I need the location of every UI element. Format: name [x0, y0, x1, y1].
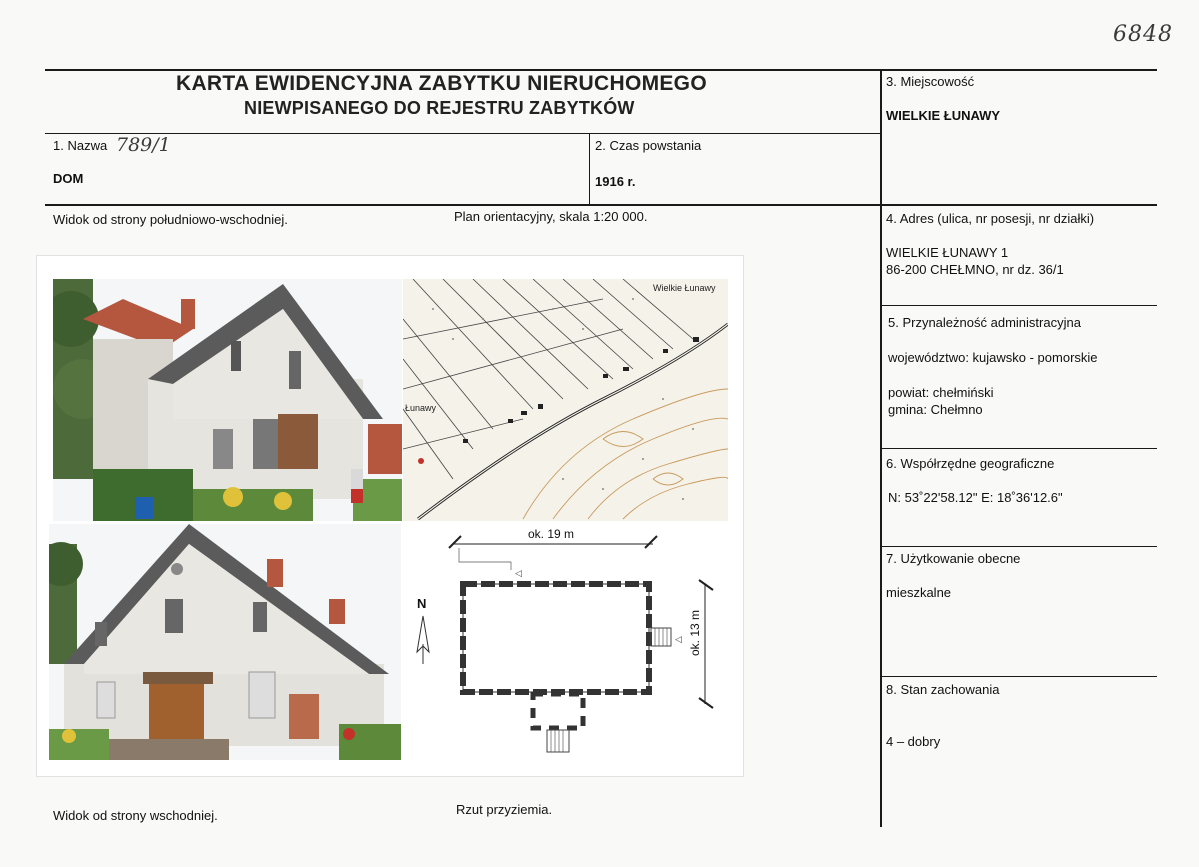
- address-bottom-rule: [881, 305, 1157, 306]
- admin-commune: gmina: Chełmno: [888, 402, 983, 417]
- state-value: 4 – dobry: [886, 734, 941, 749]
- time-value: 1916 r.: [595, 174, 636, 189]
- handwritten-serial-number: 6848: [1113, 22, 1173, 47]
- caption-map: Plan orientacyjny, skala 1:20 000.: [454, 209, 648, 224]
- address-line1: WIELKIE ŁUNAWY 1: [886, 245, 1009, 260]
- svg-text:◁: ◁: [675, 635, 682, 645]
- admin-voivodeship: województwo: kujawsko - pomorskie: [888, 350, 1098, 365]
- plan-depth-dimension: ok. 13 m: [688, 609, 702, 656]
- caption-photo-top: Widok od strony południowo-wschodniej.: [53, 212, 288, 227]
- floor-plan: [403, 524, 728, 764]
- card-subtitle: NIEWPISANEGO DO REJESTRU ZABYTKÓW: [244, 98, 635, 118]
- svg-text:◁: ◁: [515, 569, 522, 579]
- name-value: DOM: [53, 171, 84, 186]
- place-label: 3. Miejscowość: [886, 74, 975, 89]
- use-bottom-rule: [881, 676, 1157, 677]
- caption-photo-bottom: Widok od strony wschodniej.: [53, 808, 218, 823]
- coords-label: 6. Współrzędne geograficzne: [886, 456, 1055, 471]
- card-title: KARTA EWIDENCYJNA ZABYTKU NIERUCHOMEGO: [176, 72, 707, 95]
- photo-southeast-view: [53, 279, 402, 521]
- admin-county: powiat: chełmiński: [888, 385, 994, 400]
- name-time-divider: [589, 133, 590, 205]
- name-label: 1. Nazwa: [53, 138, 108, 153]
- admin-bottom-rule: [881, 448, 1157, 449]
- top-rule: [45, 69, 1157, 71]
- use-label: 7. Użytkowanie obecne: [886, 551, 1021, 566]
- location-map: [403, 279, 728, 521]
- admin-label: 5. Przynależność administracyjna: [888, 315, 1081, 330]
- map-label-town: Wielkie Łunawy: [653, 283, 716, 293]
- address-line2: 86-200 CHEŁMNO, nr dz. 36/1: [886, 262, 1064, 277]
- photo-east-view: [49, 524, 401, 760]
- handwritten-inventory-number: 789/1: [116, 134, 171, 156]
- caption-plan: Rzut przyziemia.: [456, 802, 553, 817]
- north-arrow-label: N: [417, 596, 427, 611]
- plan-width-dimension: ok. 19 m: [528, 527, 575, 541]
- use-value: mieszkalne: [886, 585, 952, 600]
- coords-value: N: 53˚22'58.12" E: 18˚36'12.6": [888, 490, 1063, 505]
- name-bottom-rule: [45, 204, 1157, 206]
- time-label: 2. Czas powstania: [595, 138, 702, 153]
- coords-bottom-rule: [881, 546, 1157, 547]
- place-value: WIELKIE ŁUNAWY: [886, 108, 1001, 123]
- images-panel: [36, 255, 744, 777]
- address-label: 4. Adres (ulica, nr posesji, nr działki): [886, 211, 1095, 226]
- map-label-local: Łunawy: [405, 403, 437, 413]
- state-label: 8. Stan zachowania: [886, 682, 1000, 697]
